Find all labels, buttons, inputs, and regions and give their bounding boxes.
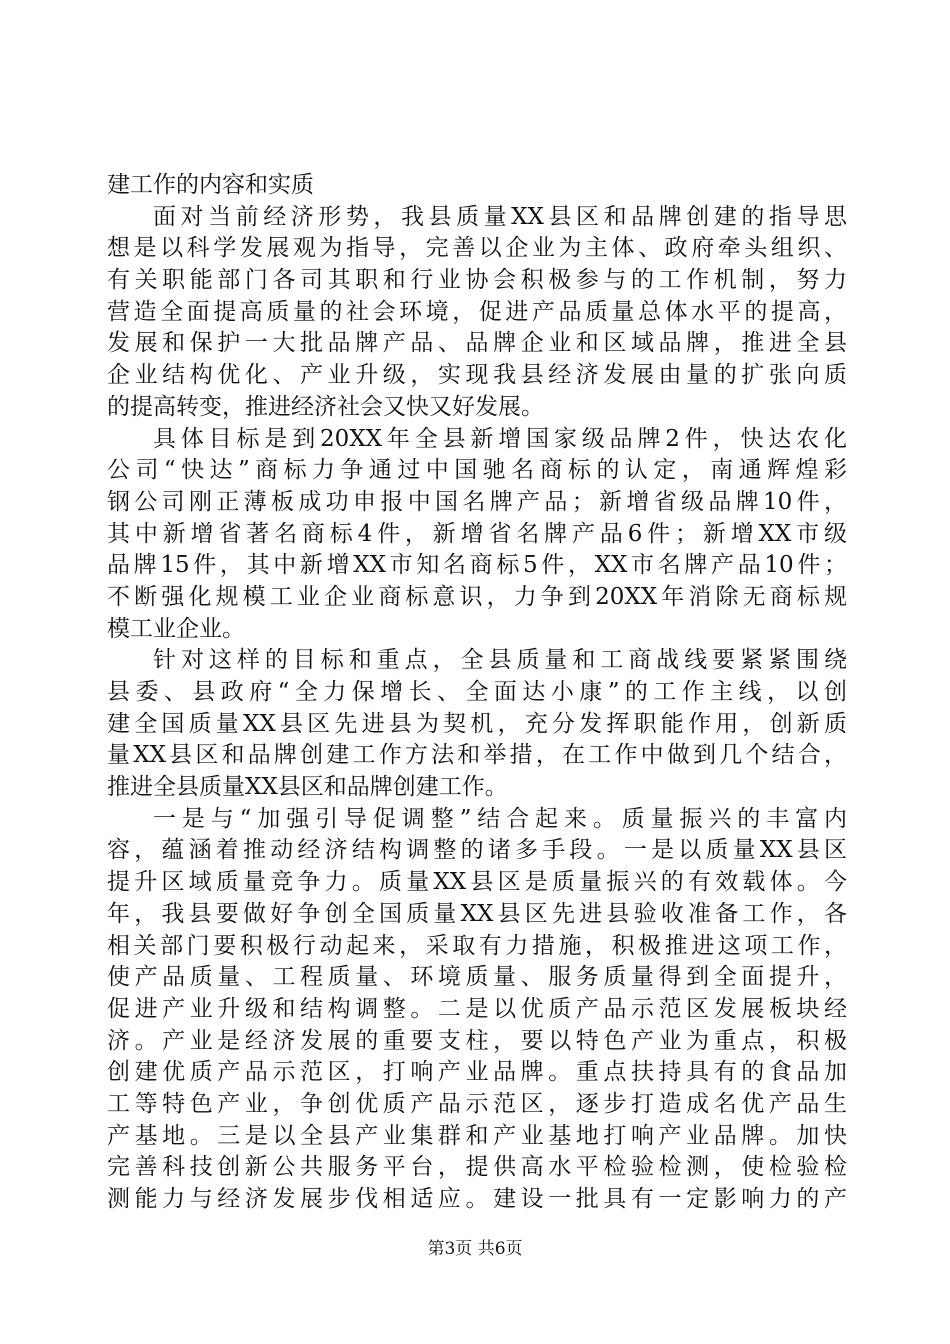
text-line: 其中新增省著名商标4件，新增省名牌产品6件；新增XX市级 [107,520,847,547]
text-line: 想是以科学发展观为指导，完善以企业为主体、政府牵头组织、 [107,235,847,262]
text-line: 公司“快达”商标力争通过中国驰名商标的认定，南通辉煌彩 [107,457,847,484]
text-line: 测能力与经济发展步伐相适应。建设一批具有一定影响力的产 [107,1186,847,1212]
text-line: 模工业企业。 [107,615,245,642]
text-line: 创建优质产品示范区，打响产业品牌。重点扶持具有的食品加 [107,1059,847,1086]
text-line: 相关部门要积极行动起来，采取有力措施，积极推进这项工作， [107,932,847,959]
text-line: 有关职能部门各司其职和行业协会积极参与的工作机制，努力 [107,267,847,294]
text-line: 提升区域质量竞争力。质量XX县区是质量振兴的有效载体。今 [107,869,847,896]
text-line: 建全国质量XX县区先进县为契机，充分发挥职能作用，创新质 [107,710,847,737]
page-footer: 第3页 共6页 [427,1239,523,1259]
text-line: 品牌15件，其中新增XX市知名商标5件，XX市名牌产品10件； [107,552,847,579]
text-line: 产基地。三是以全县产业集群和产业基地打响产业品牌。加快 [107,1122,847,1149]
text-line: 的提高转变，推进经济社会又快又好发展。 [107,393,544,420]
text-line: 促进产业升级和结构调整。二是以优质产品示范区发展板块经 [107,995,847,1022]
text-line: 使产品质量、工程质量、环境质量、服务质量得到全面提升， [107,964,847,991]
text-line: 县委、县政府“全力保增长、全面达小康”的工作主线，以创 [107,679,847,705]
text-line: 企业结构优化、产业升级，实现我县经济发展由量的扩张向质 [107,362,847,389]
text-line: 针对这样的目标和重点，全县质量和工商战线要紧紧围绕 [153,647,847,674]
text-line: 一是与“加强引导促调整”结合起来。质量振兴的丰富内 [153,805,847,832]
text-line: 容，蕴涵着推动经济结构调整的诸多手段。一是以质量XX县区 [107,837,847,864]
text-line: 钢公司刚正薄板成功申报中国名牌产品；新增省级品牌10件， [107,488,847,515]
text-line: 量XX县区和品牌创建工作方法和举措，在工作中做到几个结合， [107,742,847,769]
text-line: 完善科技创新公共服务平台，提供高水平检验检测，使检验检 [107,1154,847,1181]
text-line: 具体目标是到20XX年全县新增国家级品牌2件，快达农化 [153,425,847,452]
text-line: 面对当前经济形势，我县质量XX县区和品牌创建的指导思 [153,203,847,230]
text-line: 不断强化规模工业企业商标意识，力争到20XX年消除无商标规 [107,583,847,610]
text-line: 发展和保护一大批品牌产品、品牌企业和区域品牌，推进全县 [107,330,847,357]
text-line: 年，我县要做好争创全国质量XX县区先进县验收准备工作，各 [107,900,847,927]
document-body [107,170,847,1216]
text-line: 济。产业是经济发展的重要支柱，要以特色产业为重点，积极 [107,1027,847,1054]
text-line: 营造全面提高质量的社会环境，促进产品质量总体水平的提高， [107,298,847,325]
text-line: 建工作的内容和实质 [107,172,314,198]
text-line: 工等特色产业，争创优质产品示范区，逐步打造成名优产品生 [107,1090,847,1117]
text-line: 推进全县质量XX县区和品牌创建工作。 [107,774,508,801]
